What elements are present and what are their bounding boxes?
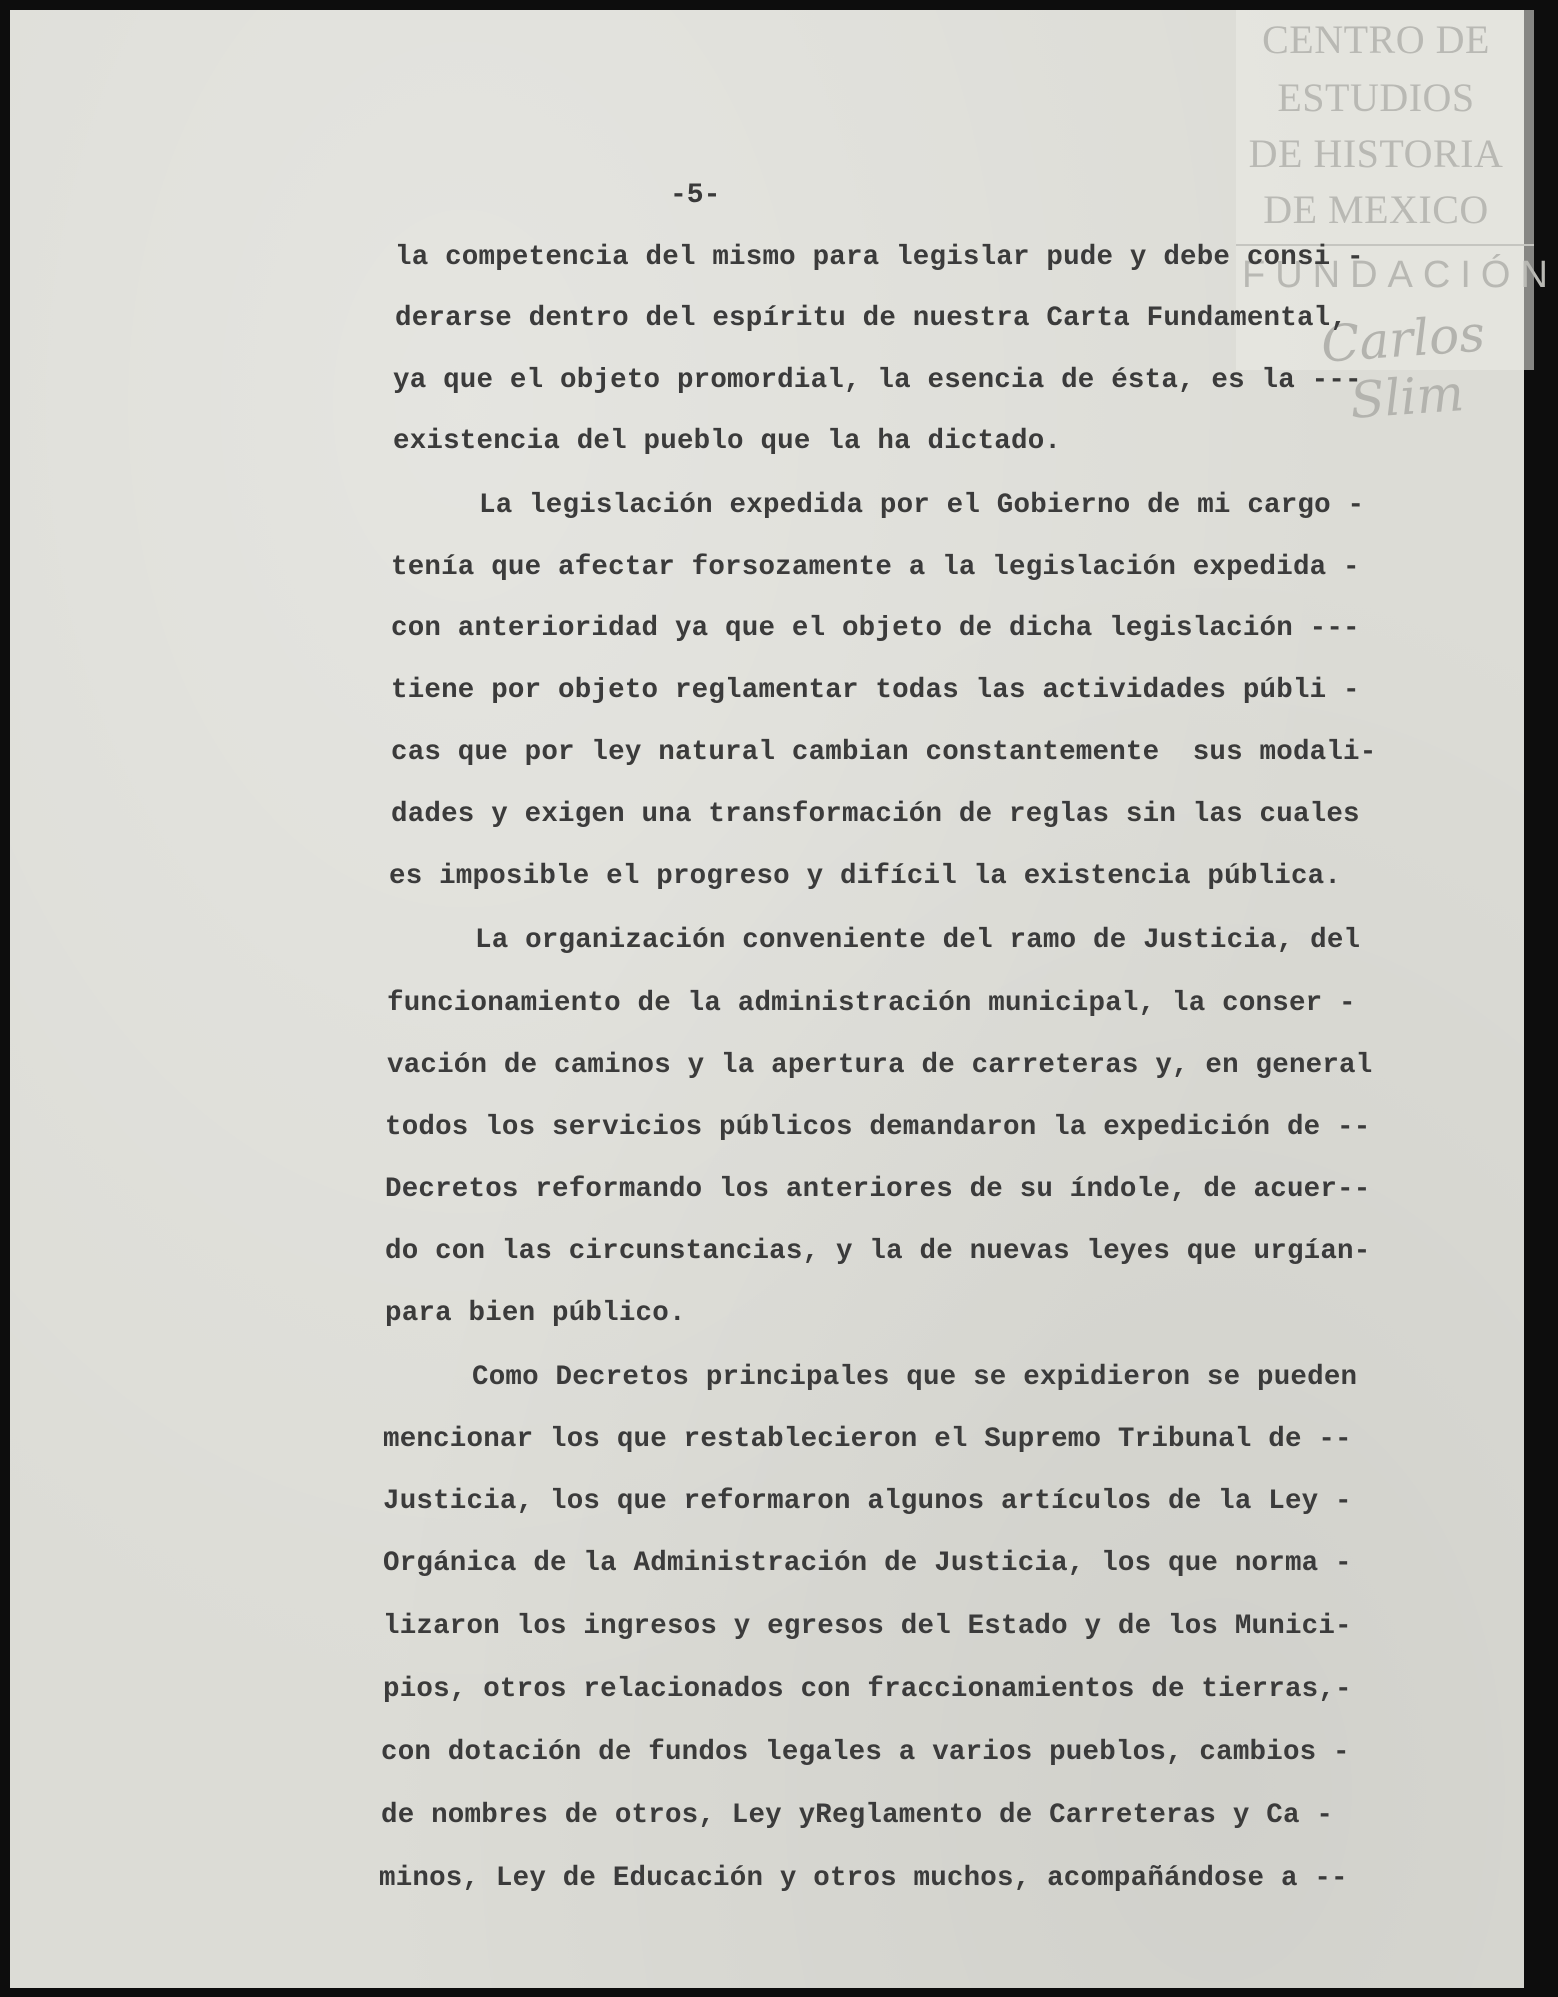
watermark-signature: Carlos Slim [1319, 304, 1487, 430]
watermark-foundation: FUNDACIÓN [1242, 254, 1558, 296]
text-line: es imposible el progreso y difícil la existencia pública. [389, 861, 1342, 892]
text-line: cas que por ley natural cambian constantemente sus modali- [391, 737, 1377, 768]
text-line: tiene por objeto reglamentar todas las actividades públi - [391, 675, 1360, 706]
page-number: -5- [670, 180, 721, 211]
text-line: minos, Ley de Educación y otros muchos, acompañándose a -- [379, 1863, 1348, 1894]
text-line: para bien público. [385, 1298, 686, 1329]
text-line: Justicia, los que reformaron algunos artículos de la Ley - [383, 1486, 1352, 1517]
text-line: La legislación expedida por el Gobierno de mi cargo - [479, 490, 1365, 521]
text-line: lizaron los ingresos y egresos del Estado y de los Munici- [383, 1611, 1352, 1642]
text-line: pios, otros relacionados con fraccionamientos de tierras,- [383, 1674, 1352, 1705]
text-line: Decretos reformando los anteriores de su índole, de acuer-- [385, 1174, 1371, 1205]
text-line: funcionamiento de la administración municipal, la conser - [387, 988, 1356, 1019]
watermark-line-3: DE HISTORIA [1248, 131, 1504, 176]
text-line: tenía que afectar forsozamente a la legislación expedida - [391, 552, 1360, 583]
text-line: Como Decretos principales que se expidieron se pueden [472, 1362, 1358, 1393]
text-line: existencia del pueblo que la ha dictado. [393, 426, 1062, 457]
text-line: derarse dentro del espíritu de nuestra Carta Fundamental, [395, 303, 1348, 334]
text-line: Orgánica de la Administración de Justicia, los que norma - [383, 1548, 1352, 1579]
text-line: todos los servicios públicos demandaron la expedición de -- [385, 1112, 1371, 1143]
text-line: mencionar los que restablecieron el Supremo Tribunal de -- [383, 1424, 1352, 1455]
watermark-line-2: ESTUDIOS [1277, 75, 1475, 120]
watermark-line-1: CENTRO DE [1262, 17, 1490, 62]
text-line: con anterioridad ya que el objeto de dicha legislación --- [391, 613, 1360, 644]
document-page [10, 10, 1558, 1988]
text-line: La organización conveniente del ramo de Justicia, del [475, 925, 1361, 956]
text-line: dades y exigen una transformación de reglas sin las cuales [391, 799, 1360, 830]
text-line: vación de caminos y la apertura de carreteras y, en general [387, 1050, 1373, 1081]
text-line: con dotación de fundos legales a varios pueblos, cambios - [381, 1737, 1350, 1768]
text-line: de nombres de otros, Ley yReglamento de Carreteras y Ca - [381, 1800, 1334, 1831]
text-line: do con las circunstancias, y la de nuevas leyes que urgían- [385, 1236, 1371, 1267]
watermark-line-4: DE MEXICO [1263, 187, 1489, 232]
text-line: ya que el objeto promordial, la esencia de ésta, es la --- [393, 365, 1362, 396]
text-line: la competencia del mismo para legislar pude y debe consi - [395, 242, 1364, 273]
